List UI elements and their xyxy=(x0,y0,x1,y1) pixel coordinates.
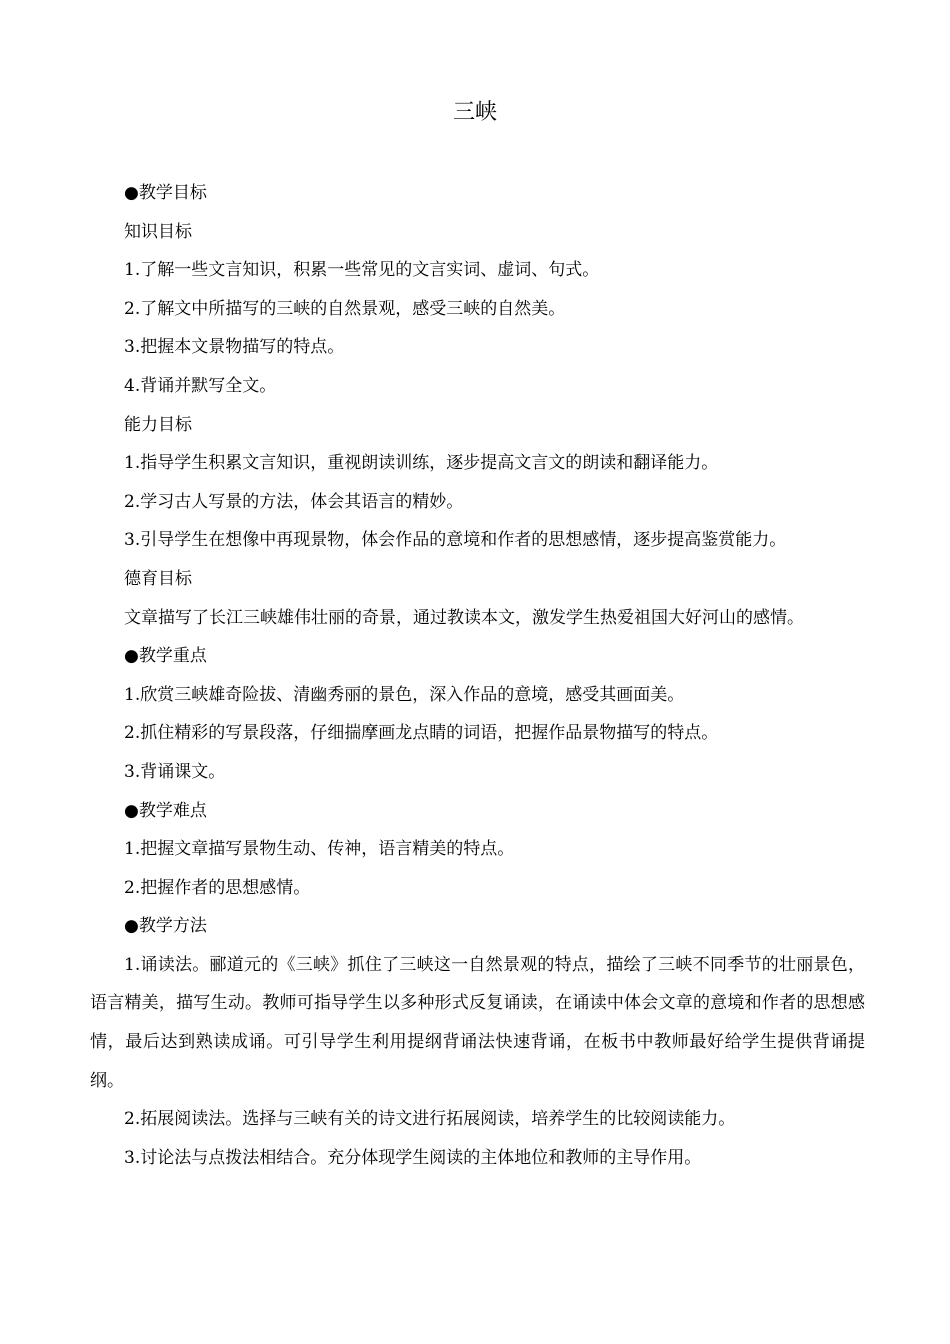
list-item: 3.把握本文景物描写的特点。 xyxy=(124,337,345,358)
list-item: 3.讨论法与点拨法相结合。充分体现学生阅读的主体地位和教师的主导作用。 xyxy=(124,1147,702,1168)
list-item: 4.背诵并默写全文。 xyxy=(124,375,277,396)
section-heading-methods: ●教学方法 xyxy=(124,916,207,937)
list-item: 1.了解一些文言知识，积累一些常见的文言实词、虚词、句式。 xyxy=(124,260,600,281)
list-item: 2.抓住精彩的写景段落，仔细揣摩画龙点睛的词语，把握作品景物描写的特点。 xyxy=(124,723,719,744)
document-body xyxy=(90,174,865,1177)
list-item: 1.欣赏三峡雄奇险拔、清幽秀丽的景色，深入作品的意境，感受其画面美。 xyxy=(124,684,685,705)
list-item: 1.指导学生积累文言知识，重视朗读训练，逐步提高文言文的朗读和翻译能力。 xyxy=(124,453,719,474)
list-item: 2.拓展阅读法。选择与三峡有关的诗文进行拓展阅读，培养学生的比较阅读能力。 xyxy=(124,1109,736,1130)
list-item: 1.把握文章描写景物生动、传神，语言精美的特点。 xyxy=(124,839,515,860)
section-heading-difficulties: ●教学难点 xyxy=(124,800,207,821)
list-item: 2.把握作者的思想感情。 xyxy=(124,877,311,898)
list-item: 1.诵读法。郦道元的《三峡》抓住了三峡这一自然景观的特点，描绘了三峡不同季节的壮丽景色，语言精美，描写生动。教师可指导学生以多种形式反复诵读，在诵读中体会文章的意境和作者的思想感情，最后达到熟读成诵。可引导学生利用提纲背诵法快速背诵，在板书中教师最好给学生提供背诵提纲。 xyxy=(90,954,865,1091)
page-title: 三峡 xyxy=(452,100,497,125)
body-paragraph: 文章描写了长江三峡雄伟壮丽的奇景，通过教读本文，激发学生热爱祖国大好河山的感情。 xyxy=(124,607,804,628)
list-item: 3.引导学生在想像中再现景物，体会作品的意境和作者的思想感情，逐步提高鉴赏能力。 xyxy=(124,530,787,551)
list-item: 2.学习古人写景的方法，体会其语言的精妙。 xyxy=(124,491,464,512)
section-heading-objectives: ●教学目标 xyxy=(124,183,207,203)
list-item: 3.背诵课文。 xyxy=(124,761,226,782)
subheading-ability-goals: 能力目标 xyxy=(124,414,192,435)
section-heading-key-points: ●教学重点 xyxy=(124,646,207,667)
subheading-knowledge-goals: 知识目标 xyxy=(124,221,192,242)
subheading-moral-goals: 德育目标 xyxy=(124,568,192,589)
list-item: 2.了解文中所描写的三峡的自然景观，感受三峡的自然美。 xyxy=(124,298,566,319)
